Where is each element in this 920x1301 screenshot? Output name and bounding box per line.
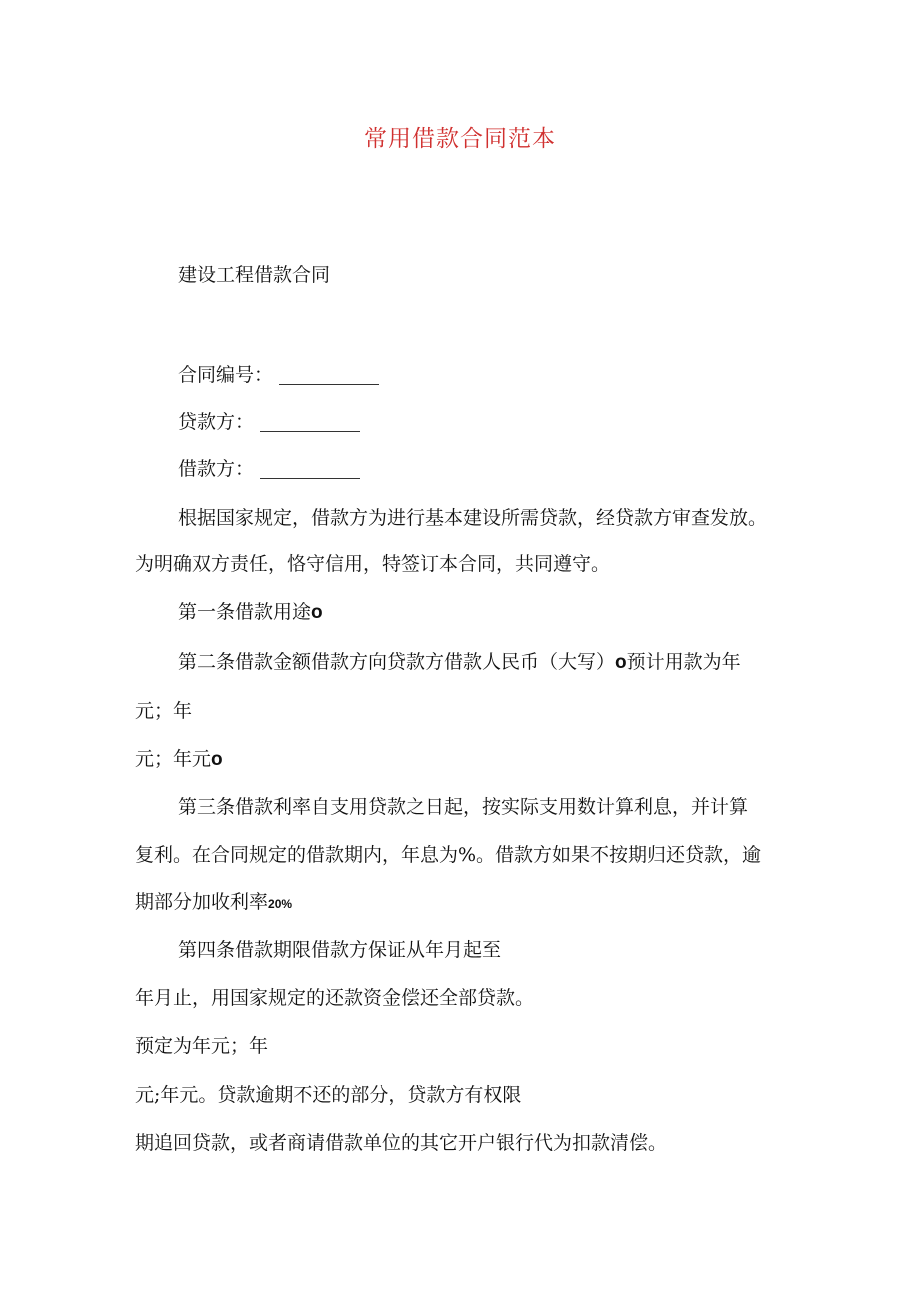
- contract-number-blank: [279, 368, 379, 385]
- contract-subtitle: 建设工程借款合同: [178, 264, 331, 286]
- article-3-line-3-text: 期部分加收利率: [135, 891, 269, 913]
- article-2-text-b: 预计用款为年: [626, 651, 741, 673]
- article-4-line-5: 期追回贷款，或者商请借款单位的其它开户银行代为扣款清偿。: [135, 1132, 668, 1154]
- borrower-field: [178, 456, 360, 482]
- article-4-line-3: 预定为年元；年: [135, 1035, 269, 1057]
- article-3-line-1: 第三条借款利率自支用贷款之日起，按实际支用数计算利息，并计算: [178, 796, 749, 818]
- article-2-line-3-text: 元；年元: [135, 748, 212, 770]
- article-1-mark: o: [311, 602, 323, 623]
- borrower-label: 借款方：: [178, 458, 255, 480]
- article-4-line-2: 年月止，用国家规定的还款资金偿还全部贷款。: [135, 987, 535, 1009]
- article-2-line-1: [178, 649, 741, 676]
- article-4-line-1: 第四条借款期限借款方保证从年月起至: [178, 939, 502, 961]
- preamble-line-1: 根据国家规定，借款方为进行基本建设所需贷款，经贷款方审查发放。: [178, 507, 768, 529]
- article-4-line-4: 元;年元。贷款逾期不还的部分，贷款方有权限: [135, 1084, 522, 1106]
- article-2-line-3: [135, 746, 223, 773]
- article-3-line-2: 复利。在合同规定的借款期内，年息为%。借款方如果不按期归还贷款，逾: [135, 844, 762, 866]
- article-2-text-a: 第二条借款金额借款方向贷款方借款人民币（大写）: [178, 651, 616, 673]
- lender-field: [178, 409, 360, 435]
- preamble-line-2: 为明确双方责任，恪守信用，特签订本合同，共同遵守。: [135, 553, 611, 575]
- lender-label: 贷款方：: [178, 411, 255, 433]
- article-1-text: 第一条借款用途: [178, 601, 312, 623]
- contract-number-label: 合同编号：: [178, 364, 274, 386]
- contract-number-field: [178, 362, 379, 388]
- article-3-rate: 20%: [268, 897, 293, 911]
- article-2-line-3-mark: o: [211, 749, 223, 770]
- article-1: [178, 599, 323, 626]
- article-2-mark: o: [615, 652, 627, 673]
- document-title: 常用借款合同范本: [364, 126, 556, 152]
- article-3-line-3: [135, 889, 292, 917]
- borrower-blank: [260, 462, 360, 479]
- article-2-line-2: 元；年: [135, 700, 193, 722]
- lender-blank: [260, 415, 360, 432]
